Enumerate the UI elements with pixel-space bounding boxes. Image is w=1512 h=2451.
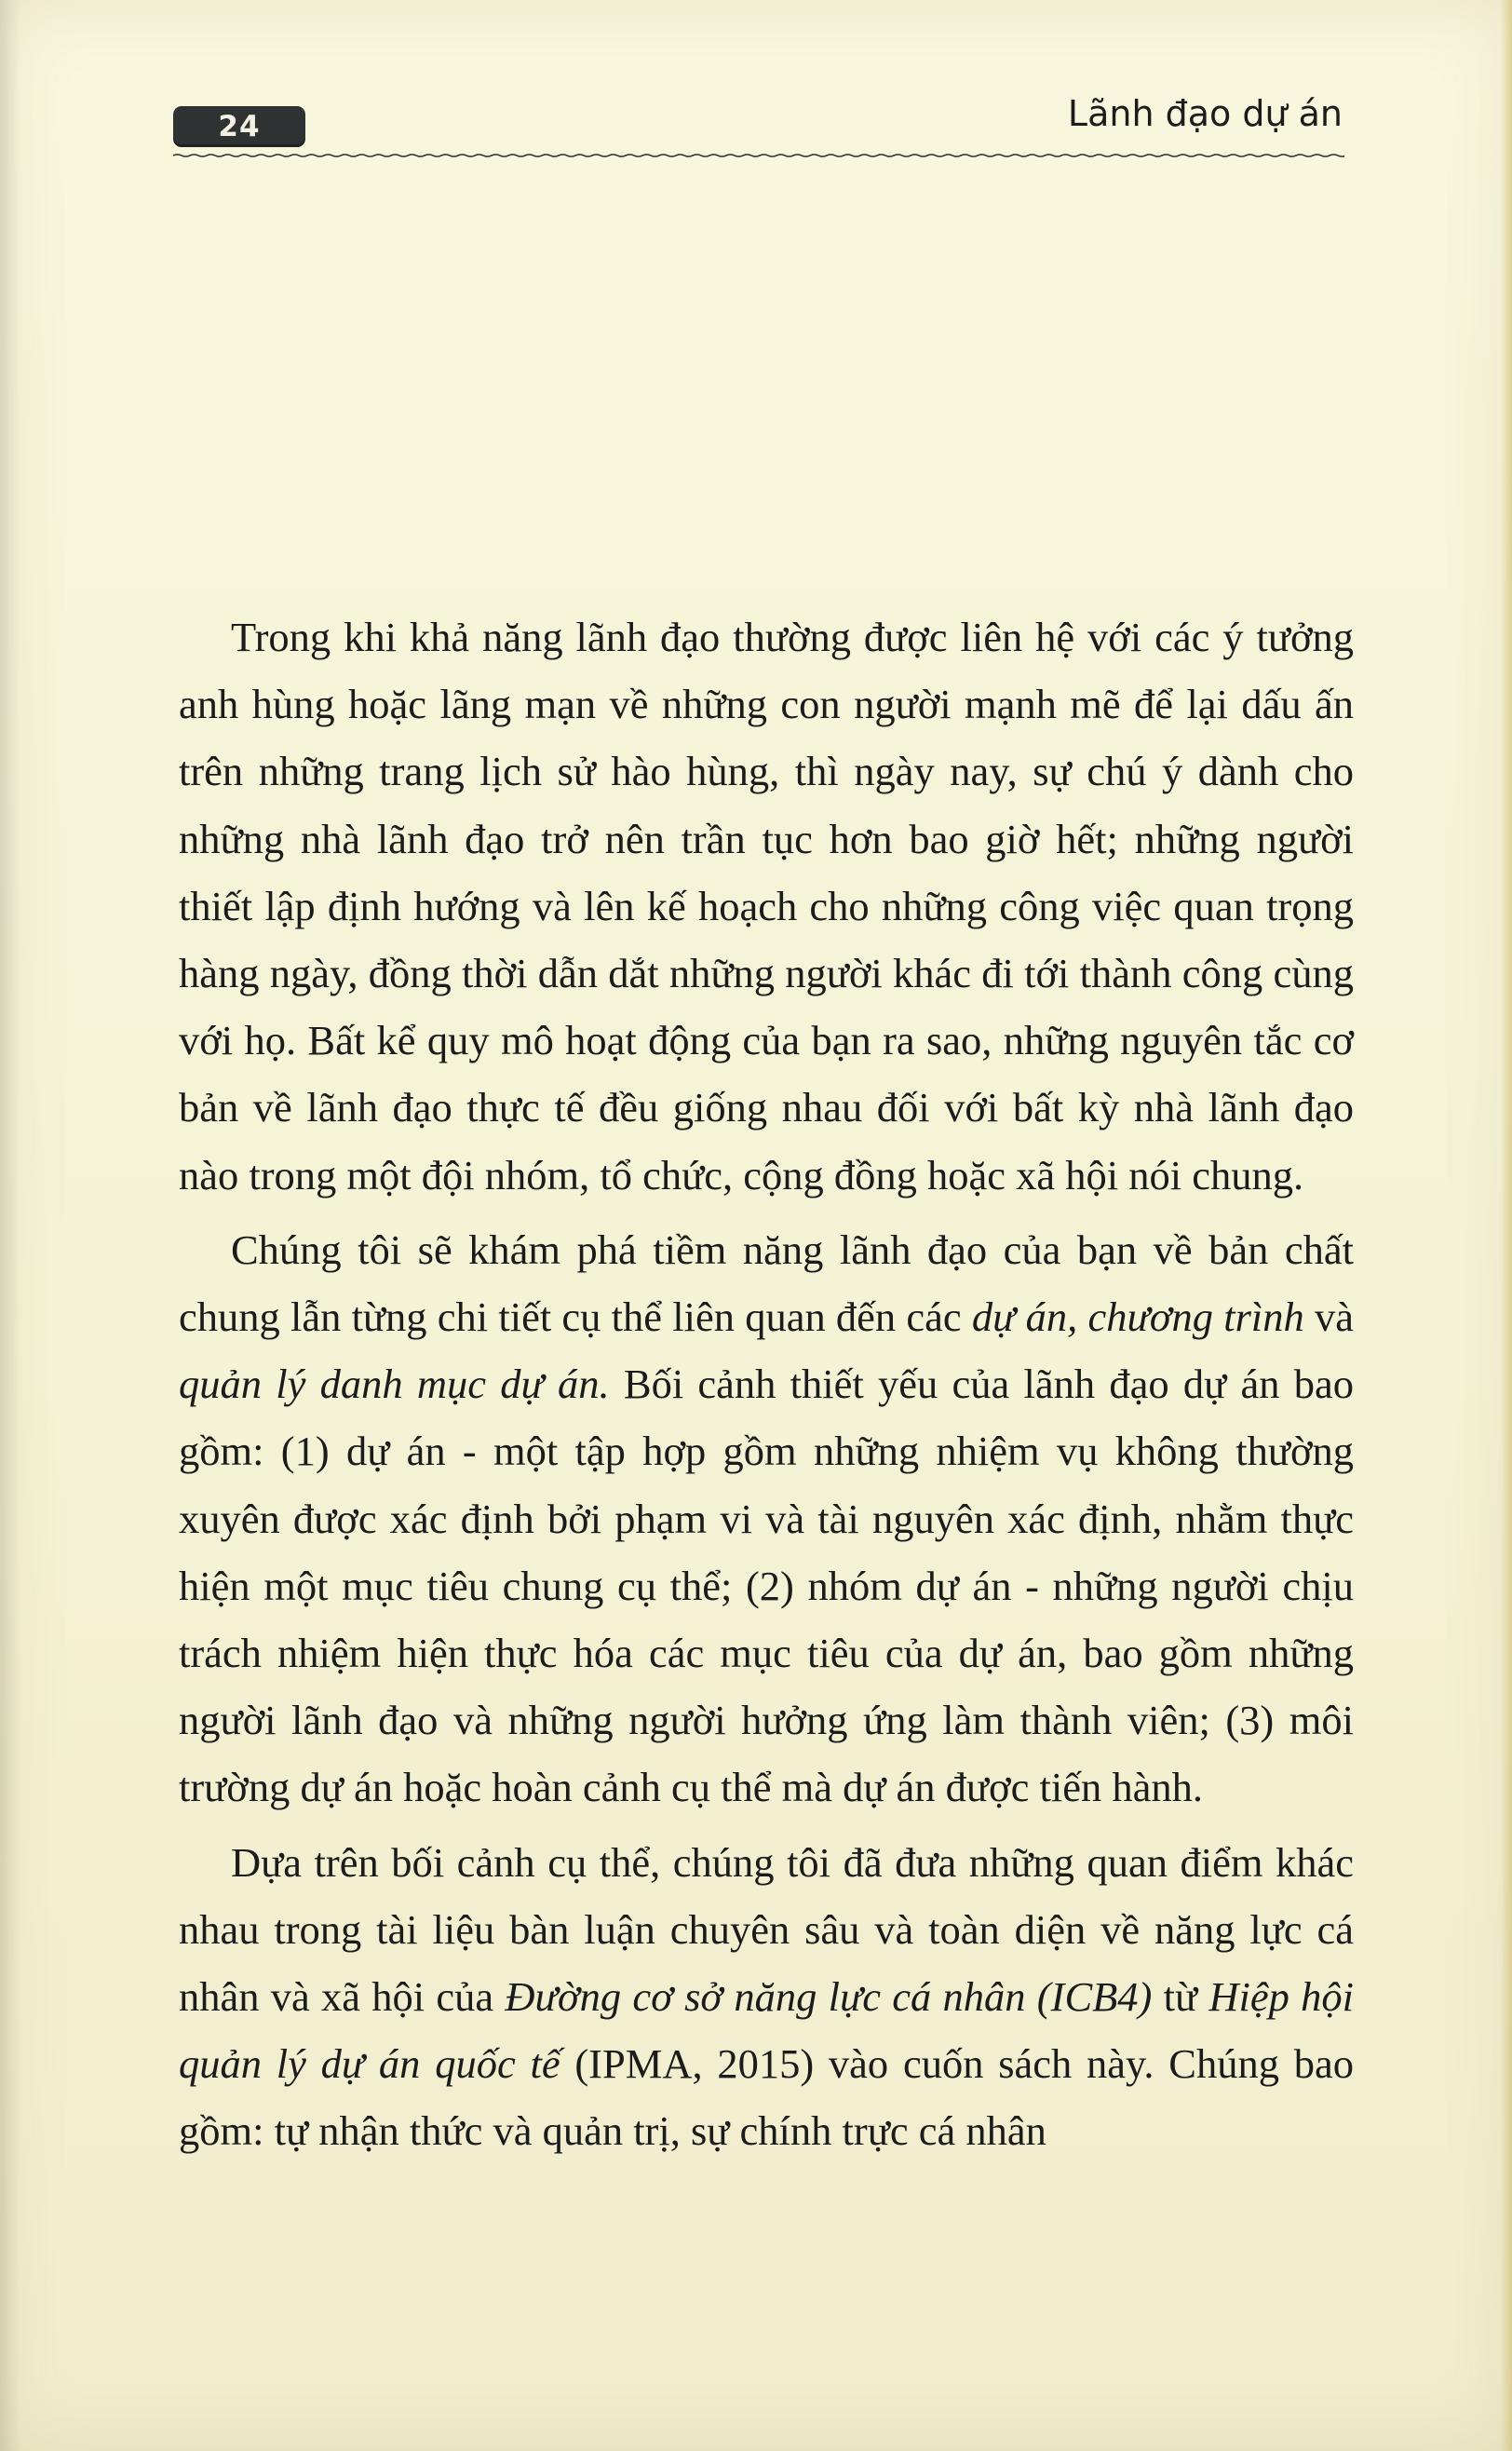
- text-segment: và: [1303, 1293, 1354, 1341]
- italic-text-segment: quản lý danh mục dự án.: [179, 1361, 610, 1408]
- header-wavy-rule: [173, 149, 1344, 162]
- text-segment: Dựa trên bối cảnh cụ thể, chúng tôi đã đưa những quan điểm khác nhau trong tài liệu bàn luận chuyên sâu và toàn diện về năng lực cá nhân và xã hội của: [179, 1838, 1354, 2021]
- text-segment: Bối cảnh thiết yếu của lãnh đạo dự án bao gồm: (1) dự án - một tập hợp gồm những nhiệm vụ không thường xuyên được xác định bởi phạm vi và tài nguyên xác định, nhằm thực hiện một mục tiêu chung cụ thể; (2) nhóm dự án - những người chịu trách nhiệm hiện thực hóa các mục tiêu của dự án, bao gồm những người lãnh đạo và những người hưởng ứng làm thành viên; (3) môi trường dự án hoặc hoàn cảnh cụ thể mà dự án được tiến hành.: [179, 1361, 1354, 1811]
- text-segment: (IPMA, 2015) vào cuốn sách này. Chúng bao gồm: tự nhận thức và quản trị, sự chính trực cá nhân: [179, 2040, 1354, 2155]
- running-title: Lãnh đạo dự án: [1067, 93, 1343, 134]
- text-segment: Chúng tôi sẽ khám phá tiềm năng lãnh đạo của bạn về bản chất chung lẫn từng chi tiết cụ thể liên quan đến các: [179, 1226, 1354, 1341]
- page-header: [173, 93, 1344, 168]
- italic-text-segment: dự án, chương trình: [971, 1293, 1304, 1341]
- italic-text-segment: Hiệp hội quản lý dự án quốc tế: [179, 1973, 1354, 2088]
- paragraph-3: [179, 1829, 1354, 2165]
- text-segment: Trong khi khả năng lãnh đạo thường được liên hệ với các ý tưởng anh hùng hoặc lãng mạn về những con người mạnh mẽ để lại dấu ấn trên những trang lịch sử hào hùng, thì ngày nay, sự chú ý dành cho những nhà lãnh đạo trở nên trần tục hơn bao giờ hết; những người thiết lập định hướng và lên kế hoạch cho những công việc quan trọng hàng ngày, đồng thời dẫn dắt những người khác đi tới thành công cùng với họ. Bất kể quy mô hoạt động của bạn ra sao, những nguyên tắc cơ bản về lãnh đạo thực tế đều giống nhau đối với bất kỳ nhà lãnh đạo nào trong một đội nhóm, tổ chức, cộng đồng hoặc xã hội nói chung.: [179, 614, 1354, 1198]
- italic-text-segment: Đường cơ sở năng lực cá nhân (ICB4): [505, 1973, 1153, 2021]
- paragraph-2: [179, 1216, 1354, 1821]
- paragraph-1: [179, 603, 1354, 1209]
- body-text: [179, 603, 1354, 2165]
- page-number: 24: [218, 110, 261, 143]
- text-segment: từ: [1152, 1973, 1209, 2021]
- page-edge: [1501, 0, 1512, 2451]
- page-number-badge: [173, 106, 305, 147]
